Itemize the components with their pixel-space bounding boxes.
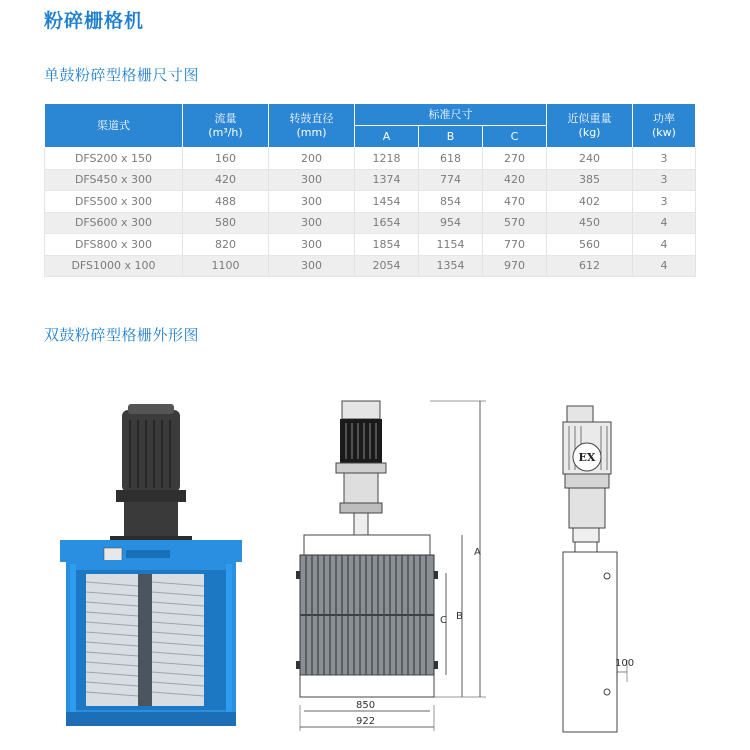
cell-drum: 300 xyxy=(269,234,355,256)
cell-flow: 420 xyxy=(183,169,269,191)
cell-model: DFS600 x 300 xyxy=(45,212,183,234)
cell-c: 770 xyxy=(483,234,547,256)
cell-c: 970 xyxy=(483,255,547,277)
cell-flow: 160 xyxy=(183,148,269,170)
width-inner-label: 850 xyxy=(356,700,376,711)
table-row xyxy=(45,255,696,277)
cell-weight: 450 xyxy=(547,212,633,234)
cell-b: 1154 xyxy=(419,234,483,256)
header-b: B xyxy=(419,126,483,148)
side-view-drawing xyxy=(545,400,645,735)
cell-model: DFS450 x 300 xyxy=(45,169,183,191)
cell-power: 4 xyxy=(633,212,696,234)
cell-flow: 1100 xyxy=(183,255,269,277)
spec-table xyxy=(44,103,696,277)
cell-c: 270 xyxy=(483,148,547,170)
cell-power: 4 xyxy=(633,234,696,256)
table-row xyxy=(45,212,696,234)
side-offset-label: 100 xyxy=(615,658,635,669)
explosion-proof-mark: EX xyxy=(578,451,596,464)
cell-model: DFS200 x 150 xyxy=(45,148,183,170)
cell-b: 1354 xyxy=(419,255,483,277)
width-outer-label: 922 xyxy=(356,716,376,727)
header-model: 渠道式 xyxy=(45,104,183,148)
cell-weight: 385 xyxy=(547,169,633,191)
header-power: 功率 (kw) xyxy=(633,104,696,148)
cell-power: 3 xyxy=(633,191,696,213)
cell-flow: 820 xyxy=(183,234,269,256)
cell-power: 3 xyxy=(633,148,696,170)
product-photo xyxy=(58,400,244,730)
header-drum-diameter: 转鼓直径 (mm) xyxy=(269,104,355,148)
cell-power: 3 xyxy=(633,169,696,191)
drawing-section-title: 双鼓粉碎型格栅外形图 xyxy=(44,326,200,344)
header-weight: 近似重量 (kg) xyxy=(547,104,633,148)
cell-c: 470 xyxy=(483,191,547,213)
dim-a-label: A xyxy=(474,547,481,558)
cell-weight: 240 xyxy=(547,148,633,170)
cell-drum: 200 xyxy=(269,148,355,170)
cell-a: 1654 xyxy=(355,212,419,234)
cell-flow: 580 xyxy=(183,212,269,234)
cell-weight: 612 xyxy=(547,255,633,277)
cell-b: 774 xyxy=(419,169,483,191)
cell-model: DFS500 x 300 xyxy=(45,191,183,213)
header-standard-size: 标准尺寸 xyxy=(355,104,547,126)
cell-drum: 300 xyxy=(269,169,355,191)
cell-a: 1454 xyxy=(355,191,419,213)
table-row xyxy=(45,148,696,170)
cell-a: 1218 xyxy=(355,148,419,170)
cell-a: 2054 xyxy=(355,255,419,277)
cell-a: 1854 xyxy=(355,234,419,256)
cell-weight: 560 xyxy=(547,234,633,256)
header-a: A xyxy=(355,126,419,148)
front-view-drawing xyxy=(290,395,510,735)
cell-model: DFS800 x 300 xyxy=(45,234,183,256)
cell-power: 4 xyxy=(633,255,696,277)
cell-b: 954 xyxy=(419,212,483,234)
dim-b-label: B xyxy=(456,611,463,622)
cell-weight: 402 xyxy=(547,191,633,213)
cell-drum: 300 xyxy=(269,191,355,213)
cell-c: 420 xyxy=(483,169,547,191)
cell-b: 618 xyxy=(419,148,483,170)
cell-c: 570 xyxy=(483,212,547,234)
cell-drum: 300 xyxy=(269,212,355,234)
dim-c-label: C xyxy=(440,615,447,626)
cell-a: 1374 xyxy=(355,169,419,191)
table-section-title: 单鼓粉碎型格栅尺寸图 xyxy=(44,66,200,84)
page-title: 粉碎栅格机 xyxy=(44,10,145,32)
cell-b: 854 xyxy=(419,191,483,213)
table-row xyxy=(45,234,696,256)
header-c: C xyxy=(483,126,547,148)
cell-model: DFS1000 x 100 xyxy=(45,255,183,277)
cell-flow: 488 xyxy=(183,191,269,213)
table-row xyxy=(45,191,696,213)
header-flow: 流量 (m³/h) xyxy=(183,104,269,148)
cell-drum: 300 xyxy=(269,255,355,277)
table-row xyxy=(45,169,696,191)
